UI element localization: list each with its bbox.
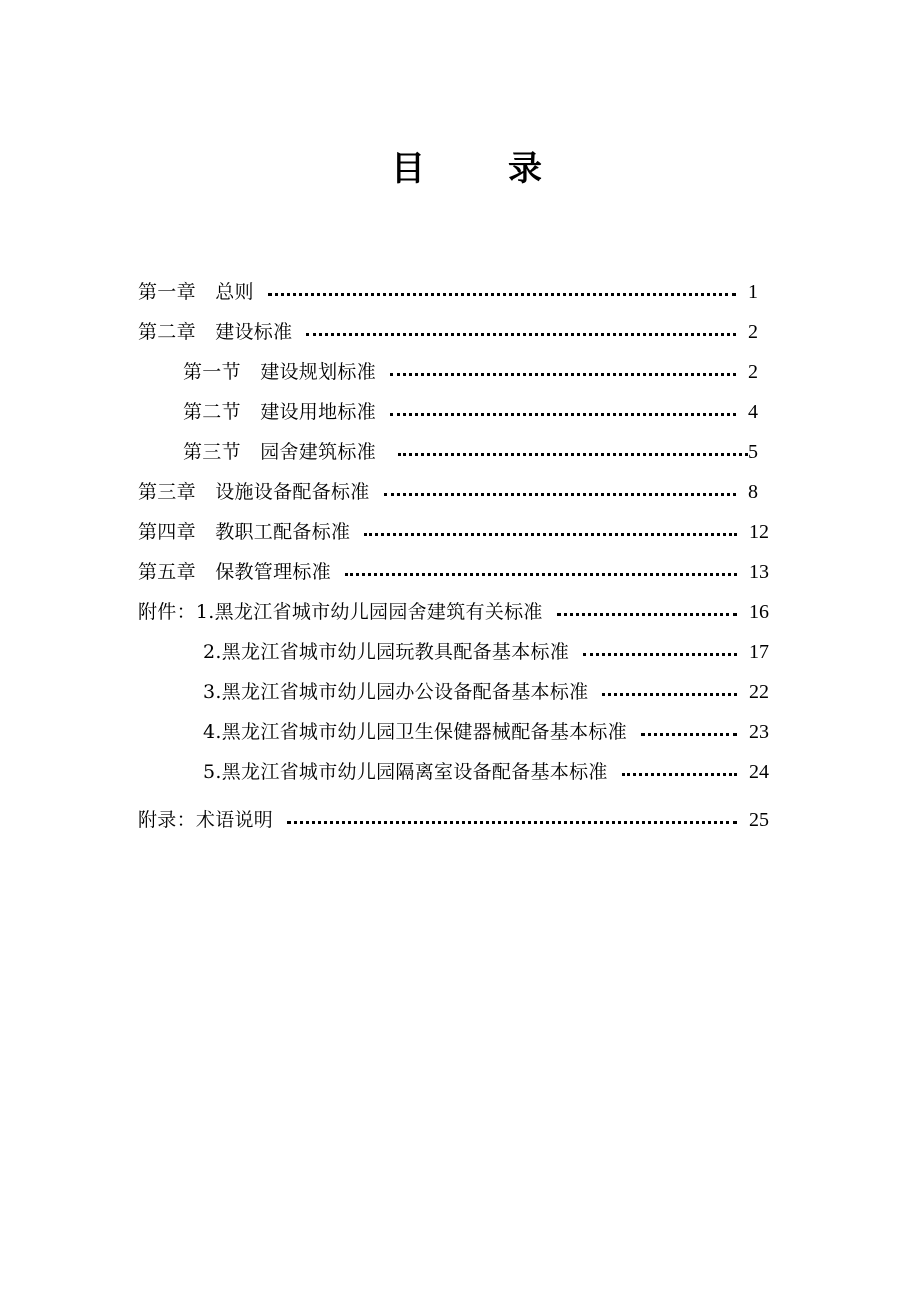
toc-leader-dots	[287, 821, 737, 824]
toc-leader-dots	[390, 413, 736, 416]
toc-entry-label: 4.黑龙江省城市幼儿园卫生保健器械配备基本标准	[203, 721, 628, 743]
toc-entry-chapter-1[interactable]	[138, 278, 758, 306]
toc-page-number: 12	[749, 521, 769, 543]
toc-entry-appendix-5[interactable]	[203, 758, 769, 786]
toc-leader-dots	[306, 333, 736, 336]
toc-leader-dots	[641, 733, 737, 736]
toc-entry-label: 5.黑龙江省城市幼儿园隔离室设备配备基本标准	[203, 761, 608, 783]
toc-leader-dots	[268, 293, 736, 296]
toc-leader-dots	[602, 693, 737, 696]
toc-leader-dots	[390, 373, 736, 376]
toc-page-number: 1	[748, 281, 758, 303]
toc-entry-label: 第一节 建设规划标准	[183, 361, 377, 383]
toc-page-number: 2	[748, 361, 758, 383]
toc-leader-dots	[557, 613, 737, 616]
toc-entry-chapter-4[interactable]	[138, 518, 769, 546]
toc-leader-dots	[384, 493, 736, 496]
toc-leader-dots	[364, 533, 737, 536]
toc-entry-label: 第五章 保教管理标准	[138, 561, 332, 583]
toc-page-number: 24	[749, 761, 769, 783]
toc-entry-label: 第三节 园舍建筑标准	[183, 441, 377, 463]
toc-leader-dots	[583, 653, 737, 656]
toc-entry-section-2[interactable]	[183, 398, 758, 426]
toc-entry-chapter-5[interactable]	[138, 558, 769, 586]
toc-entry-label: 第二节 建设用地标准	[183, 401, 377, 423]
toc-leader-dots	[345, 573, 737, 576]
toc-entry-label: 第二章 建设标准	[138, 321, 293, 343]
toc-page-number: 8	[748, 481, 758, 503]
toc-entry-label: 2.黑龙江省城市幼儿园玩教具配备基本标准	[203, 641, 570, 663]
toc-page-number: 5	[748, 441, 758, 463]
toc-page-number: 13	[749, 561, 769, 583]
title-char-2: 录	[508, 149, 542, 189]
toc-leader-dots	[622, 773, 737, 776]
toc-entry-label: 附录：术语说明	[138, 809, 274, 831]
toc-page-number: 4	[748, 401, 758, 423]
toc-entry-appendix-2[interactable]	[203, 638, 769, 666]
toc-entry-glossary[interactable]	[138, 806, 769, 834]
toc-entry-chapter-3[interactable]	[138, 478, 758, 506]
toc-page-number: 2	[748, 321, 758, 343]
toc-entry-appendix-3[interactable]	[203, 678, 769, 706]
toc-entry-appendix-4[interactable]	[203, 718, 769, 746]
toc-page-number: 25	[749, 809, 769, 831]
title-char-1: 目	[391, 149, 425, 189]
toc-leader-dots	[398, 453, 748, 456]
toc-entry-appendix-1[interactable]	[138, 598, 769, 626]
toc-page-number: 17	[749, 641, 769, 663]
toc-entry-chapter-2[interactable]	[138, 318, 758, 346]
toc-entry-label: 第四章 教职工配备标准	[138, 521, 351, 543]
toc-page-number: 23	[749, 721, 769, 743]
toc-entry-label: 附件：1.黑龙江省城市幼儿园园舍建筑有关标准	[138, 601, 543, 623]
toc-entry-label: 第一章 总则	[138, 281, 254, 303]
toc-entry-section-3[interactable]	[183, 438, 758, 466]
toc-page-number: 16	[749, 601, 769, 623]
toc-page-number: 22	[749, 681, 769, 703]
toc-entry-section-1[interactable]	[183, 358, 758, 386]
page-title	[0, 146, 920, 192]
toc-entry-label: 3.黑龙江省城市幼儿园办公设备配备基本标准	[203, 681, 589, 703]
toc-entry-label: 第三章 设施设备配备标准	[138, 481, 370, 503]
